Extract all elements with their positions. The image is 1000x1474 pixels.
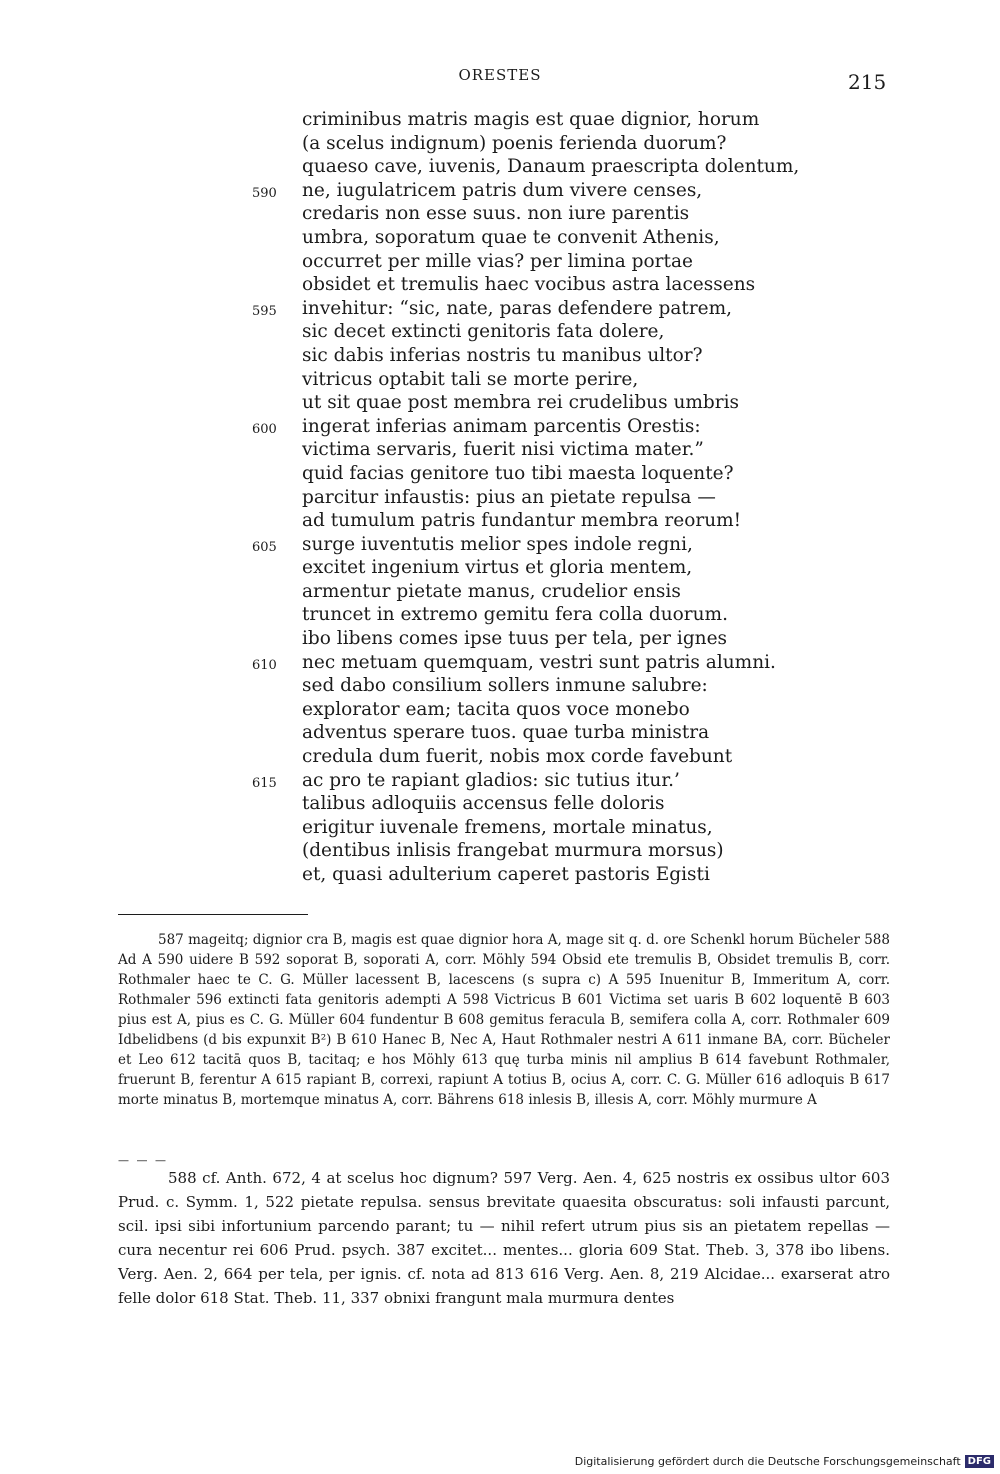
- apparatus-fontium-text: 588 cf. Anth. 672, 4 at scelus hoc dignum? 597 Verg. Aen. 4, 625 nostris ex ossibus ultor 603 Prud. c. Symm. 1, 522 pietate repulsa. sensus brevitate quaesita obscuratus: soli infausti parcunt, scil. ipsi sibi infortunium parcendo parant; tu — nihil refert utrum pius sis an pietatem repellas — cura necentur rei 606 Prud. psych. 387 excitet... mentes... gloria 609 Stat. Theb. 3, 378 ibo libens. Verg. Aen. 2, 664 per tela, per ignis. cf. nota ad 813 616 Verg. Aen. 8, 219 Alcidae... exarserat atro felle dolor 618 Stat. Theb. 11, 337 obnixi frangunt mala murmura dentes: [118, 1169, 890, 1307]
- verse-text-line: ibo libens comes ipse tuus per tela, per ignes: [302, 628, 728, 650]
- verse-line: [302, 391, 862, 415]
- credit-text: Digitalisierung gefördert durch die Deutsche Forschungsgemeinschaft: [574, 1455, 961, 1468]
- verse-text-line: ne, iugulatricem patris dum vivere censes,: [302, 179, 703, 201]
- verse-line: [302, 202, 862, 226]
- line-number: 610: [252, 657, 277, 673]
- verse-text-line: quaeso cave, iuvenis, Danaum praescripta dolentum,: [302, 156, 800, 178]
- verse-line: [302, 108, 862, 132]
- apparatus-separator: — — —: [118, 1154, 168, 1167]
- verse-text-line: obsidet et tremulis haec vocibus astra lacessens: [302, 274, 756, 296]
- verse-line: [252, 415, 862, 439]
- page-number: 215: [848, 70, 887, 94]
- verse-text-line: ingerat inferias animam parcentis Orestis:: [302, 415, 701, 437]
- verse-text-line: ac pro te rapiant gladios: sic tutius itur.’: [302, 769, 680, 791]
- verse-text-line: truncet in extremo gemitu fera colla duorum.: [302, 604, 728, 626]
- verse-line: [302, 438, 862, 462]
- verse-line: [252, 651, 862, 675]
- verse-line: [302, 816, 862, 840]
- line-number: 590: [252, 185, 277, 201]
- verse-text-line: et, quasi adulterium caperet pastoris Egisti: [302, 864, 710, 885]
- verse-line: [302, 486, 862, 510]
- verse-line: [302, 698, 862, 722]
- verse-line: [302, 627, 862, 651]
- verse-text-line: occurret per mille vias? per limina portae: [302, 250, 693, 272]
- verse-text-line: invehitur: “sic, nate, paras defendere patrem,: [302, 297, 733, 319]
- verse-line: [302, 320, 862, 344]
- footnote-rule: [118, 914, 308, 915]
- verse-text-line: adventus sperare tuos. quae turba ministra: [302, 722, 710, 744]
- verse-line: [302, 721, 862, 745]
- verse-line: [302, 674, 862, 698]
- line-number: 605: [252, 539, 277, 555]
- verse-line: [302, 155, 862, 179]
- verse-text-line: (dentibus inlisis frangebat murmura morsus): [302, 840, 724, 862]
- verse-line: [302, 273, 862, 297]
- verse-text-line: talibus adloquiis accensus felle doloris: [302, 793, 665, 815]
- verse-text-line: vitricus optabit tali se morte perire,: [302, 368, 639, 390]
- verse-line: [302, 745, 862, 769]
- verse-text: [252, 108, 862, 887]
- verse-line: [252, 179, 862, 203]
- verse-text-line: explorator eam; tacita quos voce monebo: [302, 698, 690, 720]
- verse-text-line: excitet ingenium virtus et gloria mentem,: [302, 557, 693, 579]
- verse-text-line: criminibus matris magis est quae dignior, horum: [302, 109, 760, 130]
- verse-line: [302, 863, 862, 887]
- verse-line: [252, 769, 862, 793]
- verse-line: [302, 368, 862, 392]
- verse-line: [252, 297, 862, 321]
- verse-text-line: parcitur infaustis: pius an pietate repulsa —: [302, 486, 716, 508]
- verse-text-line: (a scelus indignum) poenis ferienda duorum?: [302, 132, 727, 154]
- verse-text-line: quid facias genitore tuo tibi maesta loquente?: [302, 462, 734, 484]
- verse-text-line: ut sit quae post membra rei crudelibus umbris: [302, 392, 740, 414]
- verse-line: [252, 533, 862, 557]
- verse-text-line: surge iuventutis melior spes indole regni,: [302, 533, 693, 555]
- line-number: 615: [252, 775, 277, 791]
- apparatus-fontium: [118, 1166, 890, 1310]
- verse-line: [302, 344, 862, 368]
- dfg-logo: DFG: [965, 1455, 994, 1468]
- line-number: 595: [252, 303, 277, 319]
- verse-text-line: sed dabo consilium sollers inmune salubre:: [302, 675, 708, 697]
- running-header: ORESTES: [458, 66, 542, 84]
- verse-text-line: armentur pietate manus, crudelior ensis: [302, 580, 681, 602]
- apparatus-criticus: [118, 930, 890, 1110]
- apparatus-criticus-text: 587 mageitq; dignior cra B, magis est quae dignior hora A, mage sit q. d. ore Schenkl horum Bücheler 588 Ad A 590 uidere B 592 soporat B, soporati A, corr. Möhly 594 Obsid ete tremulis B, Obsidet tremulis B, corr. Rothmaler haec te C. G. Müller lacessent B, lacescens (s supra c) A 595 Inuenitur B, Immeritum A, corr. Rothmaler 596 extincti fata genitoris adempti A 598 Victricus B 601 Victima set uaris B 602 loquentē B 603 pius est A, pius es C. G. Müller 604 fundentur B 608 gemitus feracula B, semifera colla A, corr. Rothmaler 609 Idbelidbens (d bis expunxit B²) B 610 Hanec B, Nec A, Haut Rothmaler nestri A 611 inmane BA, corr. Bücheler et Leo 612 tacitā quos B, tacitaq; e hos Möhly 613 quę turba minis nil amplius B 614 favebunt Rothmaler, fruerunt B, ferentur A 615 rapiant B, correxi, rapiunt A totius B, ocius A, corr. C. G. Müller 616 adloquis B 617 morte minatus B, mortemque minatus A, corr. Bährens 618 inlesis B, illesis A, corr. Möhly murmure A: [118, 932, 890, 1108]
- verse-line: [302, 226, 862, 250]
- line-number: 600: [252, 421, 277, 437]
- verse-text-line: victima servaris, fuerit nisi victima mater.”: [302, 439, 704, 461]
- verse-line: [302, 462, 862, 486]
- verse-text-line: sic decet extincti genitoris fata dolere,: [302, 321, 665, 343]
- verse-text-line: nec metuam quemquam, vestri sunt patris alumni.: [302, 651, 776, 673]
- digitization-credit: [575, 1455, 994, 1468]
- verse-line: [302, 603, 862, 627]
- verse-line: [302, 250, 862, 274]
- verse-line: [302, 792, 862, 816]
- verse-text-line: erigitur iuvenale fremens, mortale minatus,: [302, 816, 713, 838]
- verse-line: [302, 556, 862, 580]
- verse-text-line: sic dabis inferias nostris tu manibus ultor?: [302, 344, 703, 366]
- verse-line: [302, 509, 862, 533]
- verse-text-line: umbra, soporatum quae te convenit Athenis,: [302, 226, 720, 248]
- verse-text-line: ad tumulum patris fundantur membra reorum!: [302, 510, 742, 532]
- verse-text-line: credula dum fuerit, nobis mox corde favebunt: [302, 746, 733, 768]
- verse-line: [302, 132, 862, 156]
- verse-text-line: credaris non esse suus. non iure parentis: [302, 203, 690, 225]
- verse-line: [302, 580, 862, 604]
- verse-line: [302, 839, 862, 863]
